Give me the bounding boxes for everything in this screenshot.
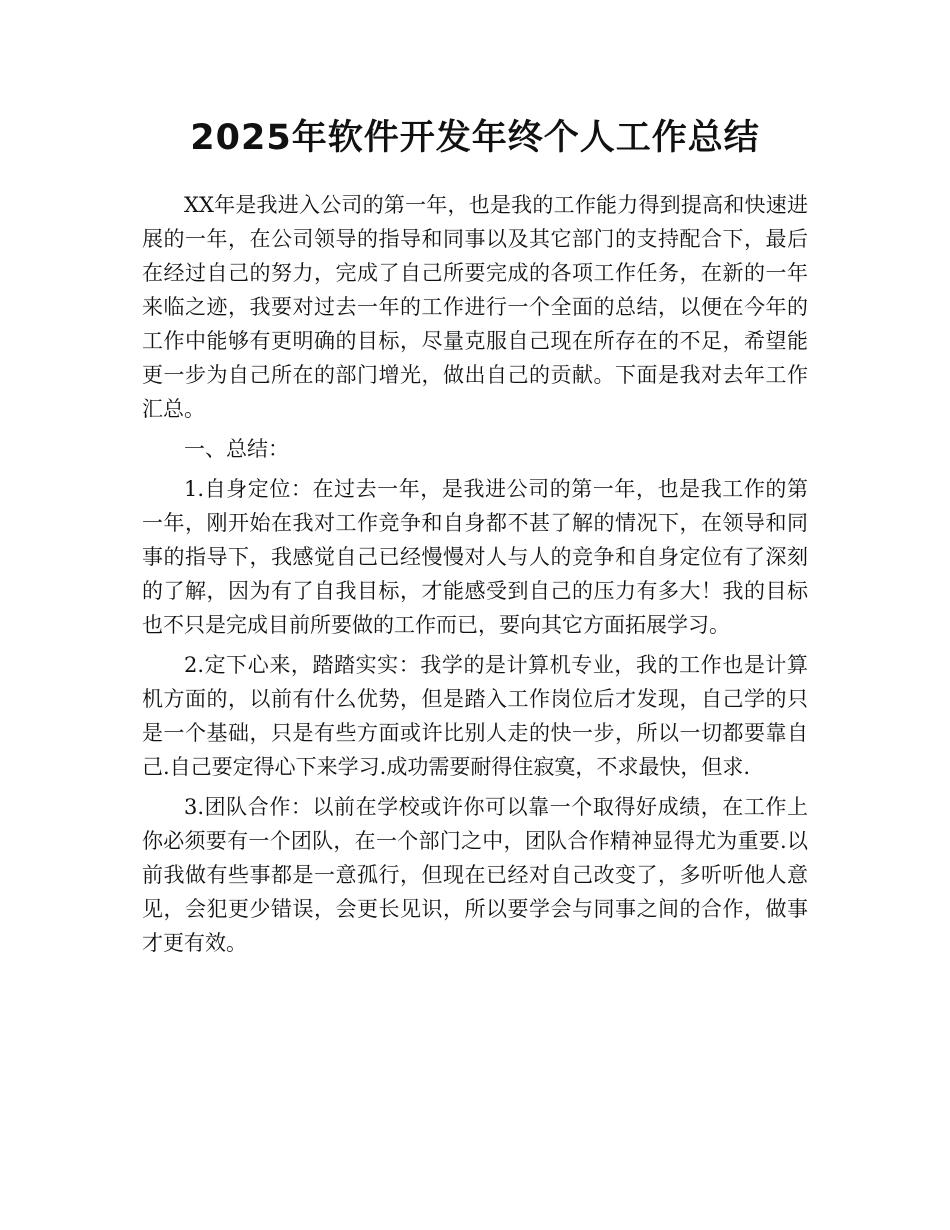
paragraph-intro: XX年是我进入公司的第一年，也是我的工作能力得到提高和快速进展的一年，在公司领导的指导和同事以及其它部门的支持配合下，最后在经过自己的努力，完成了自己所要完成的各项工作任务，在新的一年来临之迹，我要对过去一年的工作进行一个全面的总结，以便在今年的工作中能够有更明确的目标，尽量克服自己现在所存在的不足，希望能更一步为自己所在的部门增光，做出自己的贡献。下面是我对去年工作汇总。 bbox=[142, 193, 808, 421]
document-title: 2025年软件开发年终个人工作总结 bbox=[190, 118, 760, 158]
section-heading-summary: 一、总结： bbox=[184, 437, 289, 461]
paragraph-self-positioning: 1.自身定位：在过去一年，是我进公司的第一年，也是我工作的第一年，刚开始在我对工作竞争和自身都不甚了解的情况下，在领导和同事的指导下，我感觉自己已经慢慢对人与人的竞争和自身定位有了深刻的了解，因为有了自我目标，才能感受到自己的压力有多大！我的目标也不只是完成目前所要做的工作而已，要向其它方面拓展学习。 bbox=[142, 477, 808, 637]
paragraph-settle-down: 2.定下心来，踏踏实实：我学的是计算机专业，我的工作也是计算机方面的，以前有什么优势，但是踏入工作岗位后才发现，自己学的只是一个基础，只是有些方面或许比别人走的快一步，所以一切都要靠自己.自己要定得心下来学习.成功需要耐得住寂寞，不求最快，但求. bbox=[142, 653, 808, 779]
paragraph-teamwork: 3.团队合作：以前在学校或许你可以靠一个取得好成绩，在工作上你必须要有一个团队，在一个部门之中，团队合作精神显得尤为重要.以前我做有些事都是一意孤行，但现在已经对自己改变了，多听听他人意见，会犯更少错误，会更长见识，所以要学会与同事之间的合作，做事才更有效。 bbox=[142, 795, 808, 955]
